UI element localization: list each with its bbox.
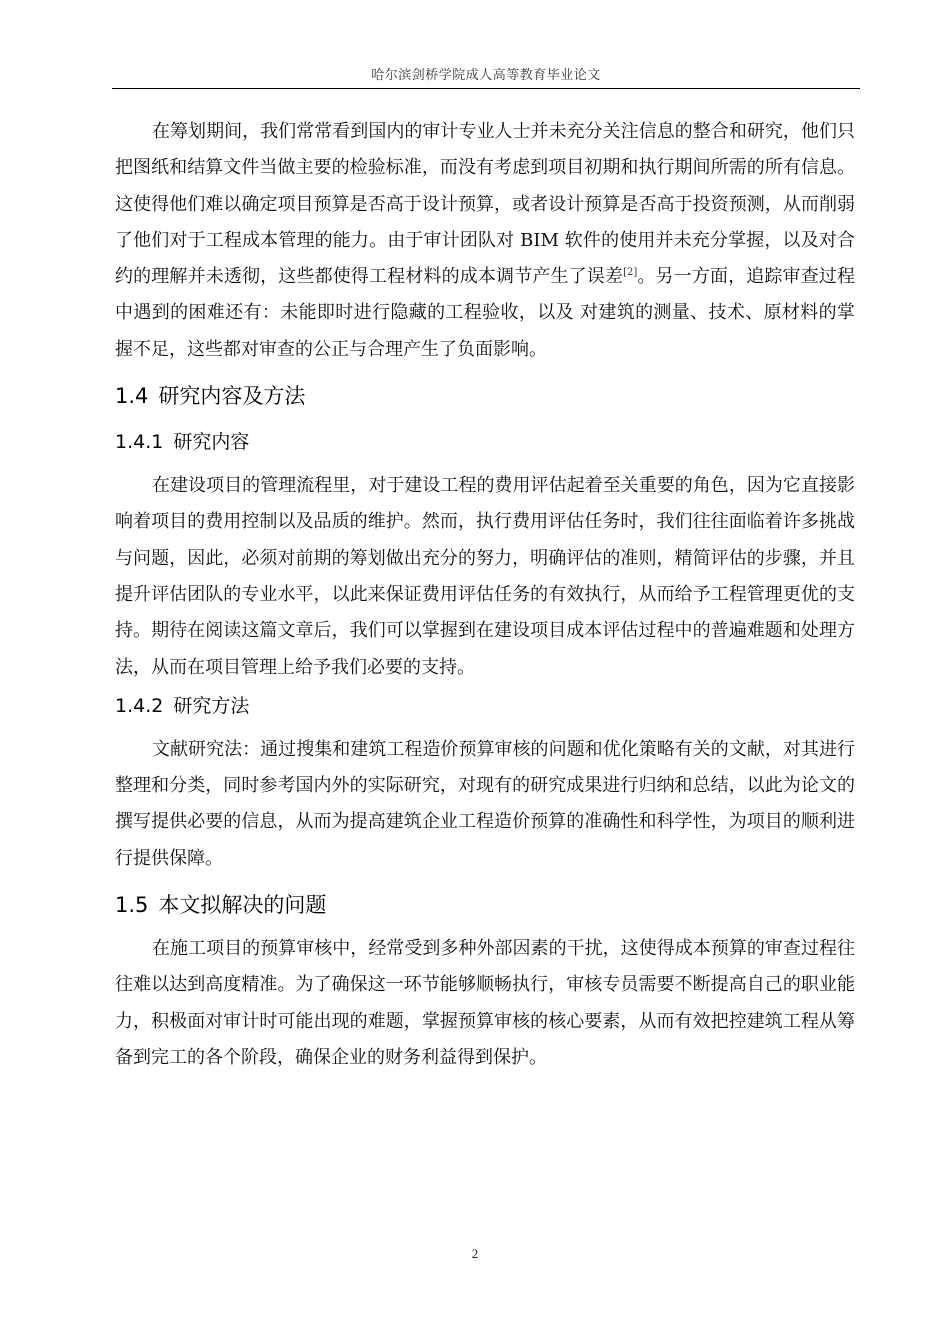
- section-title: 研究内容及方法: [158, 384, 306, 409]
- section-number: 1.4.2: [115, 694, 164, 717]
- paragraph-problems-to-solve: 在施工项目的预算审核中，经常受到多种外部因素的干扰，这使得成本预算的审查过程往往难以达到高度精准。为了确保这一环节能够顺畅执行，审核专员需要不断提高自己的职业能力，积极面对审计时可能出现的难题，掌握预算审核的核心要素，从而有效把控建筑工程从筹备到完工的各个阶段，确保企业的财务利益得到保护。: [115, 938, 855, 1068]
- paragraph-text: 。另一方面，追踪审查过程中遇到的困难还有：未能即时进行隐藏的工程验收，以及 对建筑的测量、技术、原材料的掌握不足，这些都对审查的公正与合理产生了负面影响。: [115, 266, 855, 360]
- paragraph-text: 在筹划期间，我们常常看到国内的审计专业人士并未充分关注信息的整合和研究，他们只把图纸和结算文件当做主要的检验标准，而没有考虑到项目初期和执行期间所需的所有信息。这使得他们难以确定项目预算是否高于设计预算，或者设计预算是否高于投资预测，从而削弱了他们对于工程成本管理的能力。由于审计团队对 BIM 软件的使用并未充分掌握，以及对合约的理解并未透彻，这些都使得工程材料的成本调节产生了误差: [115, 121, 855, 288]
- paragraph-research-content: 在建设项目的管理流程里，对于建设工程的费用评估起着至关重要的角色，因为它直接影响着项目的费用控制以及品质的维护。然而，执行费用评估任务时，我们往往面临着许多挑战与问题，因此，必须对前期的筹划做出充分的努力，明确评估的准则，精简评估的步骤，并且提升评估团队的专业水平，以此来保证费用评估任务的有效执行，从而给予工程管理更优的支持。期待在阅读这篇文章后，我们可以掌握到在建设项目成本评估过程中的普遍难题和处理方法，从而在项目管理上给予我们必要的支持。: [115, 475, 855, 678]
- section-title: 研究内容: [173, 431, 250, 454]
- paragraph-planning-issues: [115, 114, 855, 368]
- section-title: 研究方法: [173, 694, 250, 717]
- section-number: 1.4.1: [115, 431, 164, 454]
- paragraph-research-method: 文献研究法：通过搜集和建筑工程造价预算审核的问题和优化策略有关的文献，对其进行整理和分类，同时参考国内外的实际研究，对现有的研究成果进行归纳和总结，以此为论文的撰写提供必要的信息，从而为提高建筑企业工程造价预算的准确性和科学性，为项目的顺利进行提供保障。: [115, 738, 855, 869]
- section-title: 本文拟解决的问题: [158, 893, 327, 918]
- header-divider: [112, 88, 860, 89]
- section-heading-1-4-2: [115, 686, 855, 726]
- section-number: 1.5: [115, 893, 149, 918]
- citation-ref: [2]: [623, 267, 638, 279]
- page-number: 2: [471, 1246, 479, 1261]
- section-heading-1-4-1: [115, 422, 855, 462]
- running-header: 哈尔滨剑桥学院成人高等教育毕业论文: [371, 68, 601, 83]
- section-heading-1-4: [115, 374, 855, 418]
- section-heading-1-5: [115, 883, 855, 927]
- section-number: 1.4: [115, 384, 149, 409]
- page-body: [115, 114, 855, 1076]
